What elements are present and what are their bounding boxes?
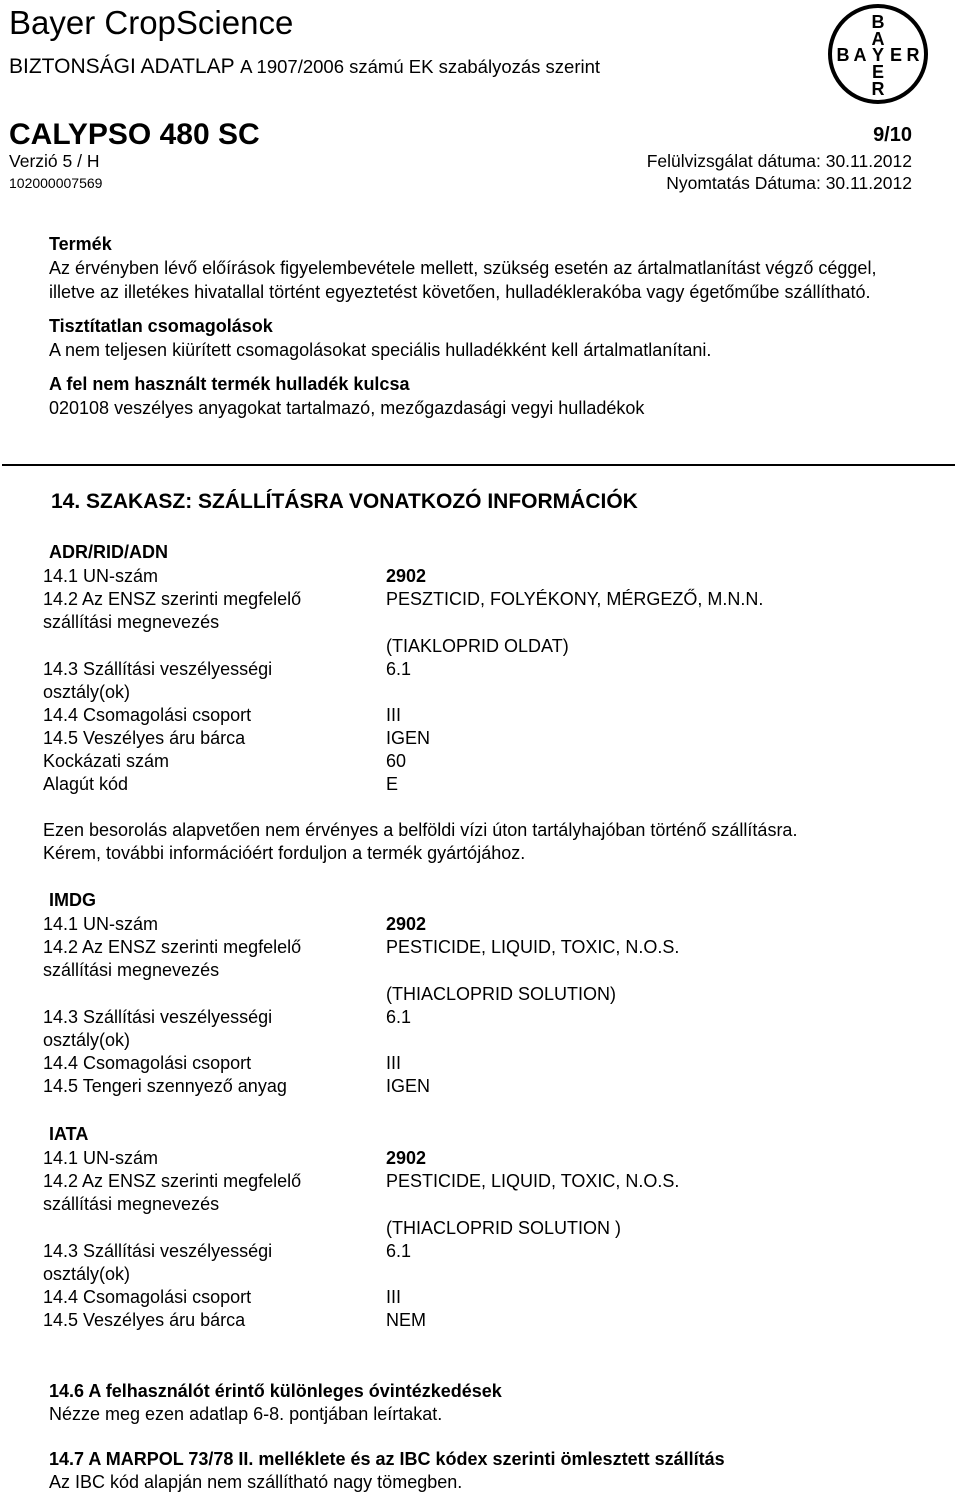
- iata-class-value: 6.1: [386, 1241, 412, 1261]
- imdg-packing-group-label: 14.4 Csomagolási csoport: [43, 1053, 252, 1073]
- product-disposal-text: Az érvényben lévő előírások figyelembevétele mellett, szükség esetén az ártalmatlanítást végző céggel, illetve az illetékes hivatallal történt egyeztetést követően, hulladéklerakóba vagy égetőműbe szállítható.: [49, 258, 877, 302]
- version-separator: /: [72, 151, 87, 171]
- imdg-packing-group-value: III: [386, 1053, 402, 1073]
- section-14-title: 14. SZAKASZ: SZÁLLÍTÁSRA VONATKOZÓ INFORMÁCIÓK: [51, 490, 638, 513]
- waste-key-text: 020108 veszélyes anyagokat tartalmazó, mezőgazdasági vegyi hulladékok: [49, 398, 645, 418]
- disposal-section: [49, 232, 929, 420]
- transport-note-line-1: Ezen besorolás alapvetően nem érvényes a belföldi vízi úton tartályhajóban történő szállításra.: [43, 820, 798, 840]
- version-number: Verzió 5: [9, 151, 73, 171]
- product-name: CALYPSO 480 SC: [9, 118, 260, 151]
- version-country: H: [86, 151, 100, 171]
- iata-name-value-2: (THIACLOPRID SOLUTION ): [386, 1218, 622, 1238]
- adr-un-value: 2902: [386, 566, 427, 586]
- adr-heading: ADR/RID/ADN: [49, 542, 168, 562]
- iata-un-label: 14.1 UN-szám: [43, 1148, 159, 1168]
- logo-letter-e: E: [889, 45, 903, 65]
- imdg-class-label-2: osztály(ok): [43, 1030, 131, 1050]
- imdg-class-label-1: 14.3 Szállítási veszélyességi: [43, 1007, 273, 1027]
- section-14-7-heading: 14.7 A MARPOL 73/78 II. melléklete és az IBC kódex szerinti ömlesztett szállítás: [49, 1449, 725, 1469]
- product-heading: Termék: [49, 234, 112, 254]
- adr-name-value-1: PESZTICID, FOLYÉKONY, MÉRGEZŐ, M.N.N.: [386, 589, 764, 609]
- print-date: Nyomtatás Dátuma: 30.11.2012: [666, 173, 912, 193]
- iata-packing-group-label: 14.4 Csomagolási csoport: [43, 1287, 252, 1307]
- section-divider: [2, 464, 955, 466]
- waste-key-heading: A fel nem használt termék hulladék kulcsa: [49, 374, 410, 394]
- adr-name-value-2: (TIAKLOPRID OLDAT): [386, 636, 569, 656]
- adr-risk-value: 60: [386, 751, 407, 771]
- logo-letter-b: B: [836, 45, 850, 65]
- adr-class-value: 6.1: [386, 659, 412, 679]
- iata-name-label-2: szállítási megnevezés: [43, 1194, 220, 1214]
- company-name: Bayer CropScience: [9, 4, 294, 41]
- imdg-un-label: 14.1 UN-szám: [43, 914, 159, 934]
- section-14-7-text: Az IBC kód alapján nem szállítható nagy tömegben.: [49, 1472, 463, 1492]
- imdg-name-label-1: 14.2 Az ENSZ szerinti megfelelő: [43, 937, 302, 957]
- imdg-name-label-2: szállítási megnevezés: [43, 960, 220, 980]
- page-number: 9/10: [873, 124, 912, 146]
- imdg-un-value: 2902: [386, 914, 427, 934]
- iata-name-value-1: PESTICIDE, LIQUID, TOXIC, N.O.S.: [386, 1171, 680, 1191]
- iata-hazard-label: 14.5 Veszélyes áru bárca: [43, 1310, 246, 1330]
- logo-letter-b-top: B: [871, 12, 885, 32]
- iata-class-label-2: osztály(ok): [43, 1264, 131, 1284]
- adr-tunnel-label: Alagút kód: [43, 774, 129, 794]
- version: [9, 151, 99, 172]
- adr-packing-group-label: 14.4 Csomagolási csoport: [43, 705, 252, 725]
- adr-un-label: 14.1 UN-szám: [43, 566, 159, 586]
- adr-tunnel-value: E: [386, 774, 399, 794]
- section-14-6-text: Nézze meg ezen adatlap 6-8. pontjában leírtakat.: [49, 1404, 443, 1424]
- logo-letter-y: Y: [871, 45, 885, 65]
- adr-risk-label: Kockázati szám: [43, 751, 170, 771]
- adr-hazard-label: 14.5 Veszélyes áru bárca: [43, 728, 246, 748]
- logo-letter-r: R: [906, 45, 920, 65]
- adr-class-label-2: osztály(ok): [43, 682, 131, 702]
- iata-un-value: 2902: [386, 1148, 427, 1168]
- imdg-class-value: 6.1: [386, 1007, 412, 1027]
- imdg-marine-pollutant-label: 14.5 Tengeri szennyező anyag: [43, 1076, 287, 1096]
- imdg-marine-pollutant-value: IGEN: [386, 1076, 431, 1096]
- sds-title: BIZTONSÁGI ADATLAP: [9, 55, 235, 78]
- logo-letter-a: A: [853, 45, 867, 65]
- regulation-reference: A 1907/2006 számú EK szabályozás szerint: [240, 56, 601, 77]
- adr-name-label-1: 14.2 Az ENSZ szerinti megfelelő: [43, 589, 302, 609]
- logo-letter-e-bottom: E: [871, 62, 885, 82]
- revision-date: Felülvizsgálat dátuma: 30.11.2012: [646, 151, 912, 171]
- adr-packing-group-value: III: [386, 705, 402, 725]
- transport-note: [43, 819, 797, 865]
- imdg-name-value-1: PESTICIDE, LIQUID, TOXIC, N.O.S.: [386, 937, 680, 957]
- iata-name-label-1: 14.2 Az ENSZ szerinti megfelelő: [43, 1171, 302, 1191]
- iata-hazard-value: NEM: [386, 1310, 426, 1330]
- transport-note-line-2: Kérem, további információért forduljon a termék gyártójához.: [43, 843, 526, 863]
- iata-heading: IATA: [49, 1124, 89, 1144]
- document-id: 102000007569: [9, 175, 103, 191]
- imdg-heading: IMDG: [49, 890, 96, 910]
- adr-hazard-value: IGEN: [386, 728, 431, 748]
- bayer-cross-logo: [826, 2, 930, 106]
- iata-packing-group-value: III: [386, 1287, 402, 1307]
- logo-letter-r-bottom: R: [871, 79, 885, 99]
- packaging-heading: Tisztítatlan csomagolások: [49, 316, 273, 336]
- iata-class-label-1: 14.3 Szállítási veszélyességi: [43, 1241, 273, 1261]
- section-14-6-heading: 14.6 A felhasználót érintő különleges óvintézkedések: [49, 1381, 502, 1401]
- adr-name-label-2: szállítási megnevezés: [43, 612, 220, 632]
- logo-letter-a-top: A: [871, 29, 885, 49]
- packaging-text: A nem teljesen kiürített csomagolásokat speciális hulladékként kell ártalmatlanítani.: [49, 340, 712, 360]
- imdg-name-value-2: (THIACLOPRID SOLUTION): [386, 984, 617, 1004]
- adr-class-label-1: 14.3 Szállítási veszélyességi: [43, 659, 273, 679]
- document-type: [9, 55, 600, 79]
